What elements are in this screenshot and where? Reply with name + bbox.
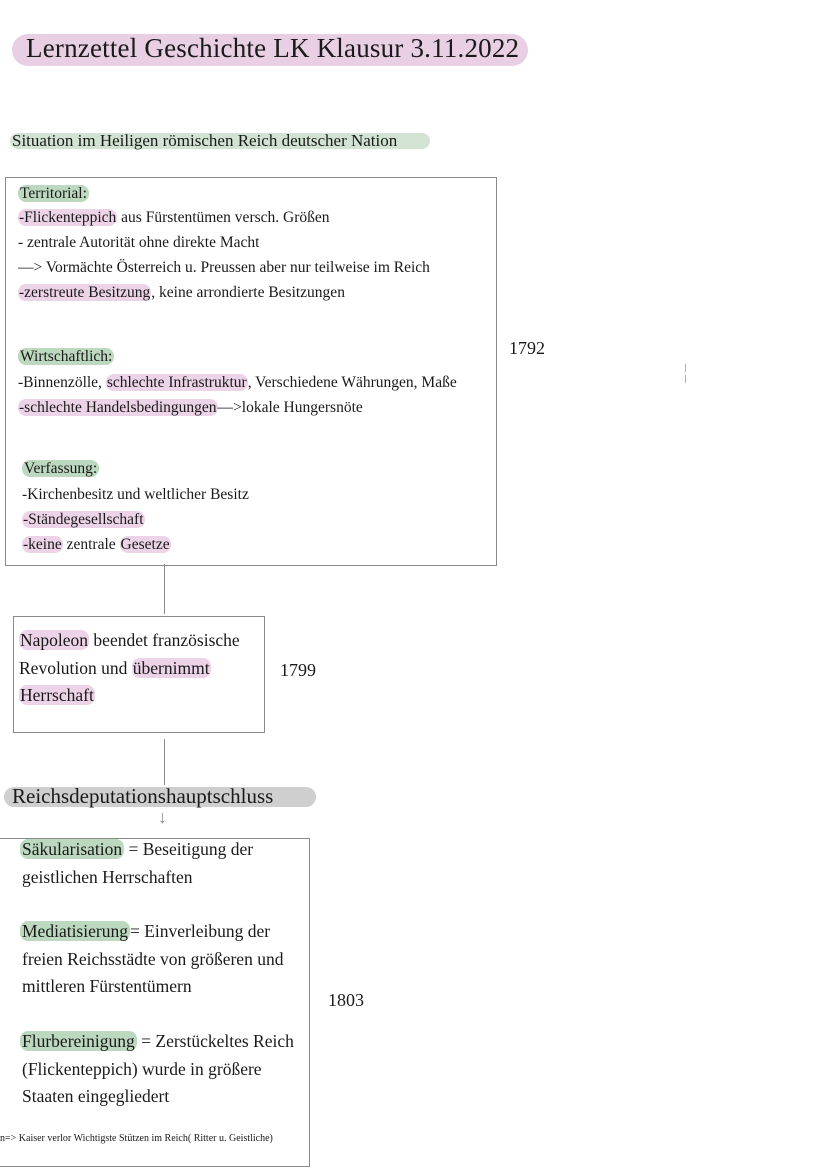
territorial-line-1 (18, 208, 330, 228)
wirtschaftlich-line-2-rest: —>lokale Hungersnöte (217, 399, 363, 416)
territorial-line-1-rest: aus Fürstentümen versch. Größen (117, 209, 330, 226)
flurbereinigung-line-2: (Flickenteppich) wurde in größere (22, 1059, 262, 1079)
keine-highlight: -keine (23, 536, 62, 553)
staendegesellschaft-highlight: -Ständegesellschaft (23, 511, 144, 528)
year-1799: 1799 (280, 660, 316, 680)
wirtschaftlich-line-1-rest: , Verschiedene Währungen, Maße (247, 374, 457, 391)
wirtschaftlich-line-1 (18, 373, 457, 393)
saekularisation-line-2: geistlichen Herrschaften (22, 867, 193, 887)
saekularisation-rest: = Beseitigung der (124, 839, 254, 859)
connector-line (164, 739, 165, 785)
margin-mark (685, 375, 686, 383)
wirtschaftlich-line-2 (18, 398, 363, 418)
verfassung-line-3 (22, 535, 171, 555)
infrastruktur-highlight: schlechte Infrastruktur (106, 374, 247, 391)
uebernimmt-highlight: übernimmt (132, 658, 210, 678)
footer-note: n=> Kaiser verlor Wichtigste Stützen im Reich( Ritter u. Geistliche) (0, 1133, 273, 1144)
margin-mark (685, 364, 686, 372)
box-1799-line-2-pre: Revolution und (19, 658, 132, 678)
verfassung-line-2 (22, 510, 145, 530)
herrschaft-highlight: Herrschaft (20, 685, 94, 705)
mediatisierung-line-3: mittleren Fürstentümern (22, 976, 192, 996)
flurbereinigung-line-1 (20, 1028, 294, 1056)
flurbereinigung-highlight: Flurbereinigung (22, 1031, 135, 1051)
down-arrow-icon: ↓ (158, 807, 167, 827)
verfassung-line-1: -Kirchenbesitz und weltlicher Besitz (22, 486, 249, 503)
territorial-heading-text: Territorial: (20, 185, 87, 202)
verfassung-heading (22, 459, 99, 479)
box-1799-line-1-rest: beendet französische (89, 630, 240, 650)
rdh-heading: Reichsdeputationshauptschluss (12, 784, 274, 808)
connector-line (164, 564, 165, 614)
section-subtitle: Situation im Heiligen römischen Reich deutscher Nation (12, 131, 398, 150)
page-title: Lernzettel Geschichte LK Klausur 3.11.2022 (26, 33, 520, 63)
territorial-line-3: —> Vormächte Österreich u. Preussen aber nur teilweise im Reich (18, 259, 430, 276)
verfassung-line-3-mid: zentrale (62, 536, 120, 553)
flickenteppich-highlight: -Flickenteppich (19, 209, 117, 226)
handelsbedingungen-highlight: -schlechte Handelsbedingungen (19, 399, 217, 416)
mediatisierung-rest: = Einverleibung der (129, 921, 271, 941)
napoleon-highlight: Napoleon (20, 630, 89, 650)
box-1799-line-2 (19, 655, 211, 683)
territorial-line-4 (18, 283, 345, 303)
year-1792: 1792 (509, 338, 545, 358)
box-1799-line-1 (19, 627, 240, 655)
verfassung-heading-text: Verfassung: (24, 460, 98, 477)
wirtschaftlich-heading (18, 347, 114, 367)
mediatisierung-highlight: Mediatisierung (22, 921, 128, 941)
mediatisierung-line-2: freien Reichsstädte von größeren und (22, 949, 284, 969)
flurbereinigung-line-3: Staaten eingegliedert (22, 1086, 170, 1106)
year-1803: 1803 (328, 990, 364, 1010)
saekularisation-highlight: Säkularisation (22, 839, 123, 859)
territorial-heading (18, 184, 89, 204)
box-1799-line-3 (19, 682, 95, 710)
gesetze-highlight: Gesetze (120, 536, 170, 553)
territorial-line-2: - zentrale Autorität ohne direkte Macht (18, 234, 260, 251)
wirtschaftlich-line-1-pre: -Binnenzölle, (18, 374, 106, 391)
mediatisierung-line-1 (20, 918, 270, 946)
zerstreute-besitzung-highlight: -zerstreute Besitzung (19, 284, 151, 301)
wirtschaftlich-heading-text: Wirtschaftlich: (20, 348, 113, 365)
saekularisation-line-1 (20, 836, 253, 864)
territorial-line-4-rest: , keine arrondierte Besitzungen (151, 284, 345, 301)
flurbereinigung-rest: = Zerstückeltes Reich (136, 1031, 294, 1051)
